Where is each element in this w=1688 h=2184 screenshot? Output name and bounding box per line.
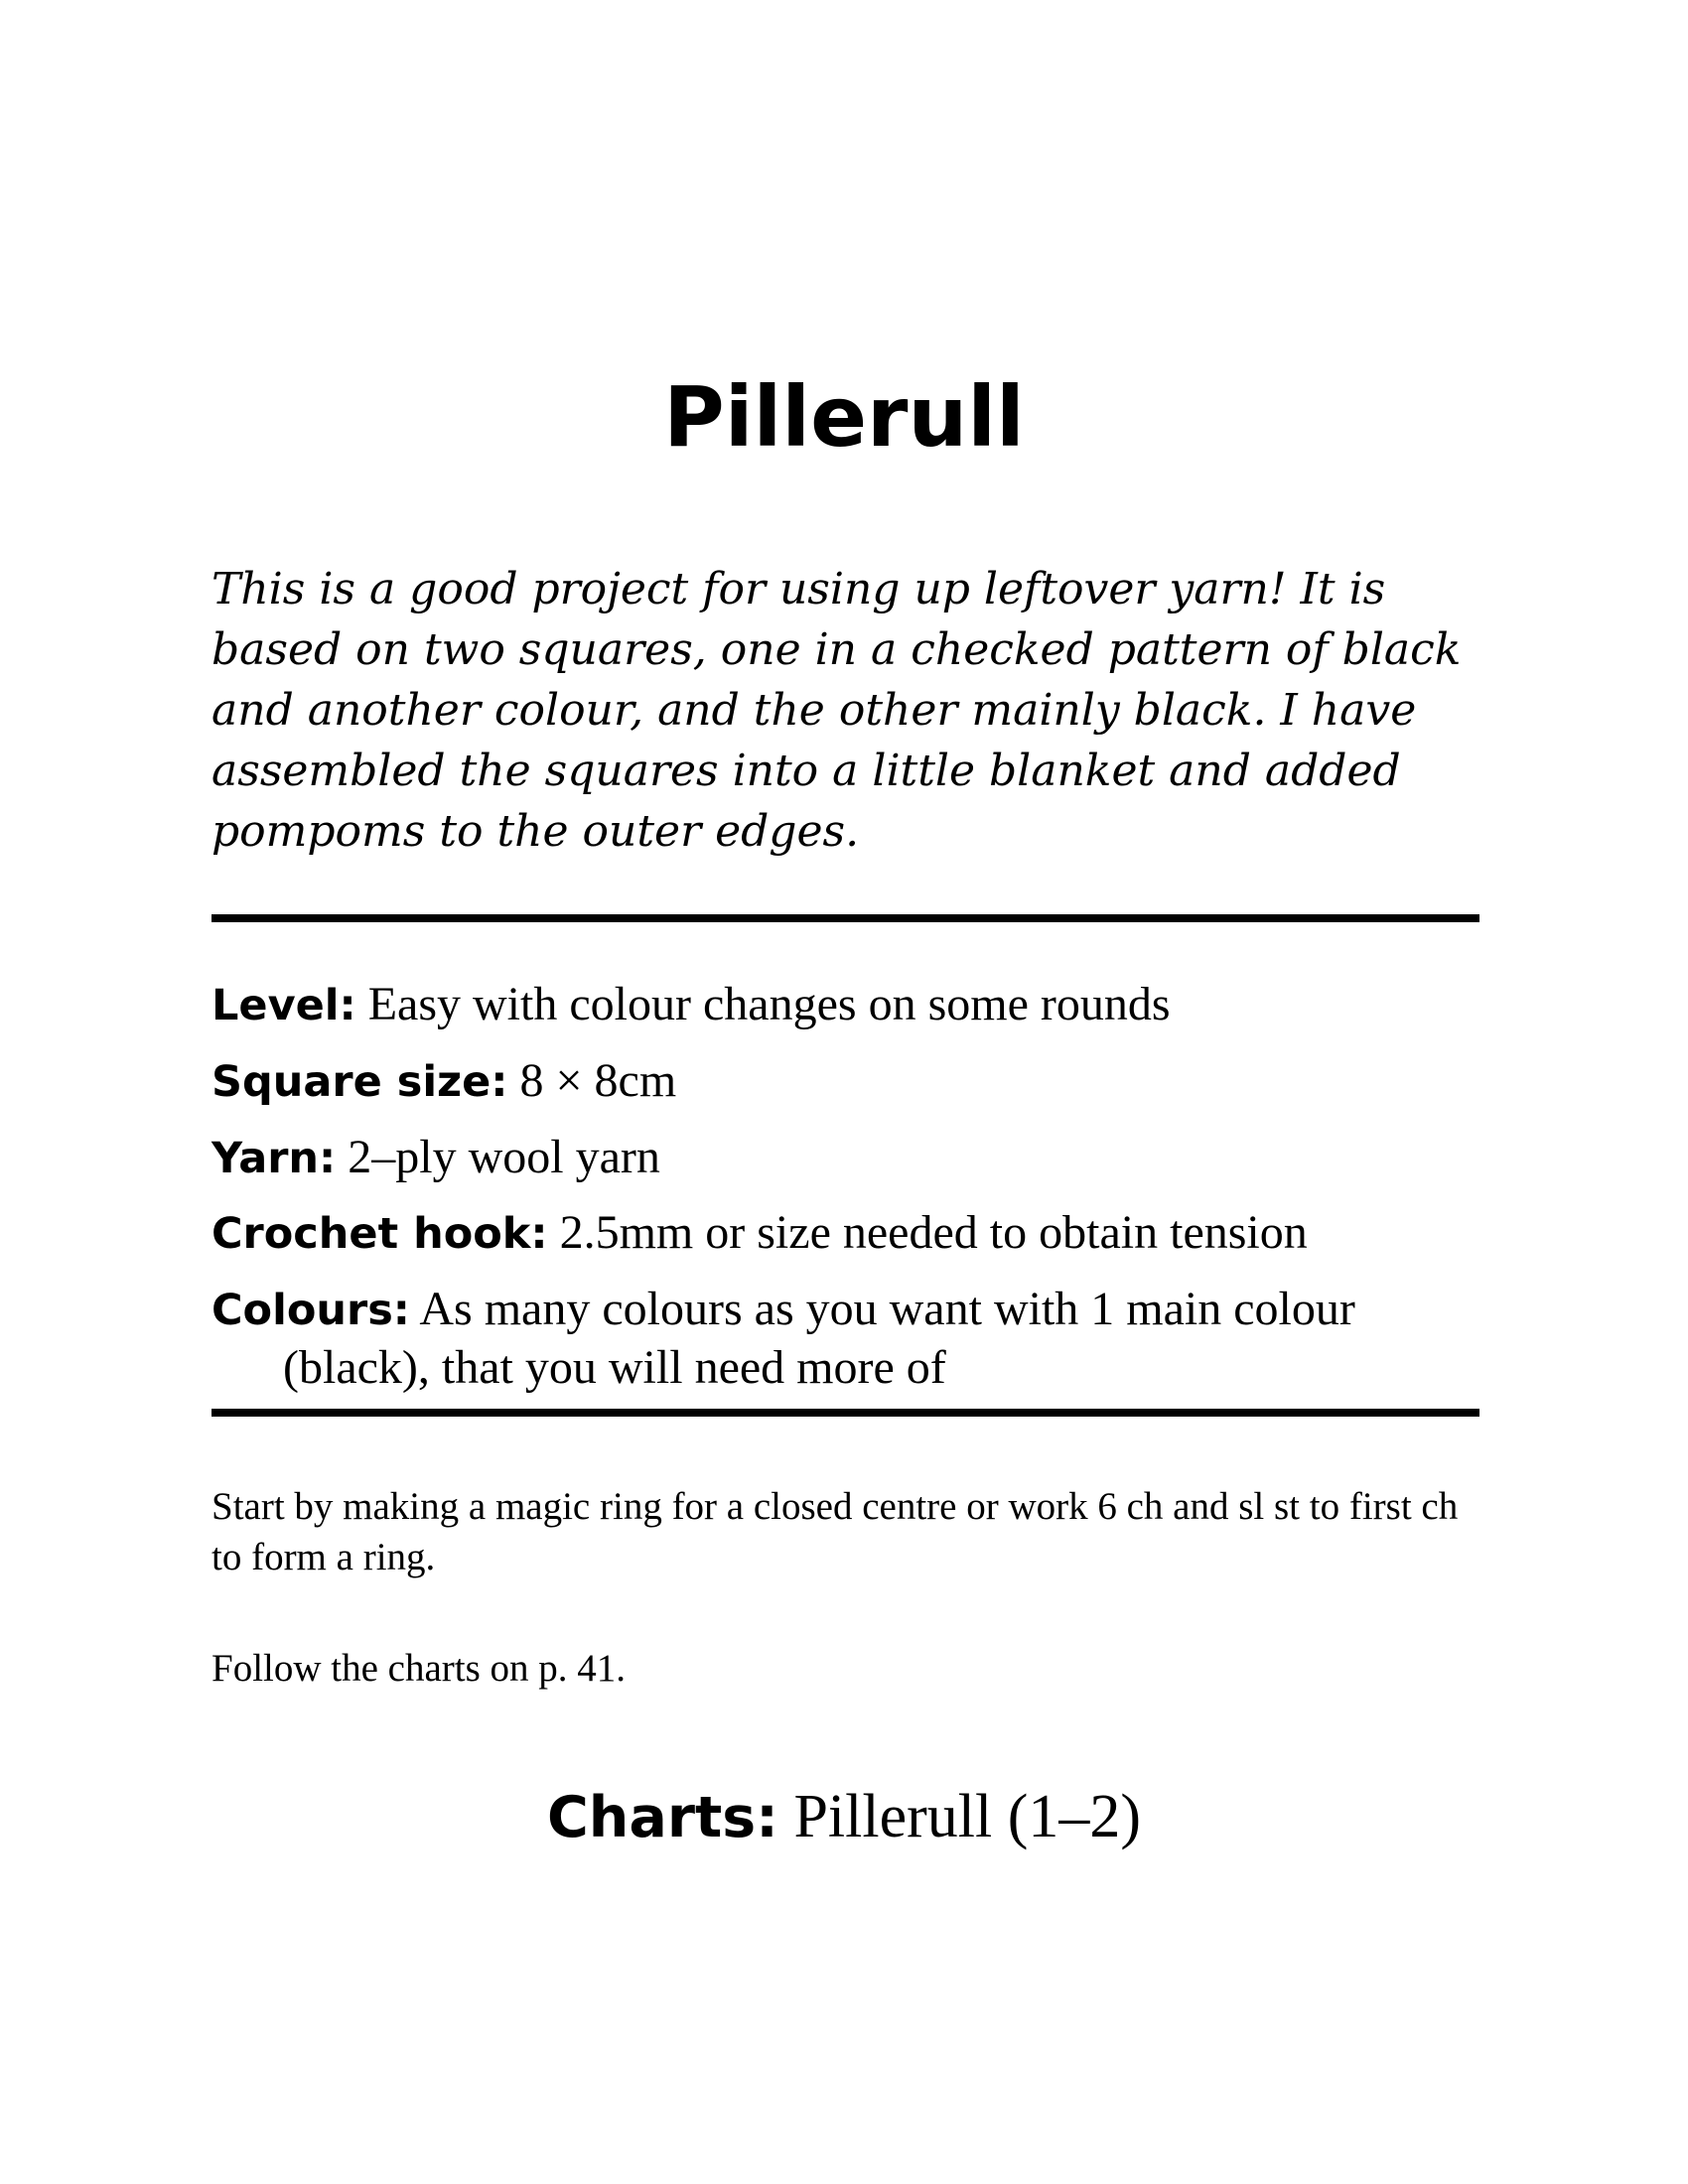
spec-yarn xyxy=(211,1129,1492,1187)
spec-colours-value: As many colours as you want with 1 main colour (black), that you will need more of xyxy=(283,1283,1355,1394)
instruction-follow-charts: Follow the charts on p. 41. xyxy=(211,1647,627,1690)
spec-square-size xyxy=(211,1052,1492,1111)
charts-heading xyxy=(0,1777,1688,1857)
page-title: Pillerull xyxy=(663,368,1025,466)
divider-bottom xyxy=(211,1409,1479,1417)
intro-paragraph: This is a good project for using up leftover yarn! It is based on two squares, one in a checked pattern of black and another colour, and the other mainly black. I have assembled the squares into a little blanket and added pompoms to the outer edges. xyxy=(211,564,1462,857)
spec-crochet-hook xyxy=(211,1204,1492,1263)
spec-crochet-hook-value: 2.5mm or size needed to obtain tension xyxy=(559,1206,1308,1259)
spec-yarn-label: Yarn: xyxy=(211,1134,337,1183)
charts-value: Pillerull (1–2) xyxy=(793,1783,1142,1850)
spec-yarn-value: 2–ply wool yarn xyxy=(348,1131,660,1183)
charts-label: Charts: xyxy=(546,1785,778,1850)
spec-level-value: Easy with colour changes on some rounds xyxy=(367,978,1171,1030)
spec-square-size-label: Square size: xyxy=(211,1057,508,1107)
divider-top xyxy=(211,914,1479,922)
spec-colours xyxy=(211,1281,1492,1397)
spec-crochet-hook-label: Crochet hook: xyxy=(211,1209,548,1259)
spec-square-size-value: 8 × 8cm xyxy=(519,1054,677,1107)
instruction-start: Start by making a magic ring for a closed centre or work 6 ch and sl st to first ch to form a ring. xyxy=(211,1485,1459,1578)
spec-level xyxy=(211,976,1492,1034)
spec-colours-label: Colours: xyxy=(211,1286,410,1335)
spec-level-label: Level: xyxy=(211,981,356,1030)
